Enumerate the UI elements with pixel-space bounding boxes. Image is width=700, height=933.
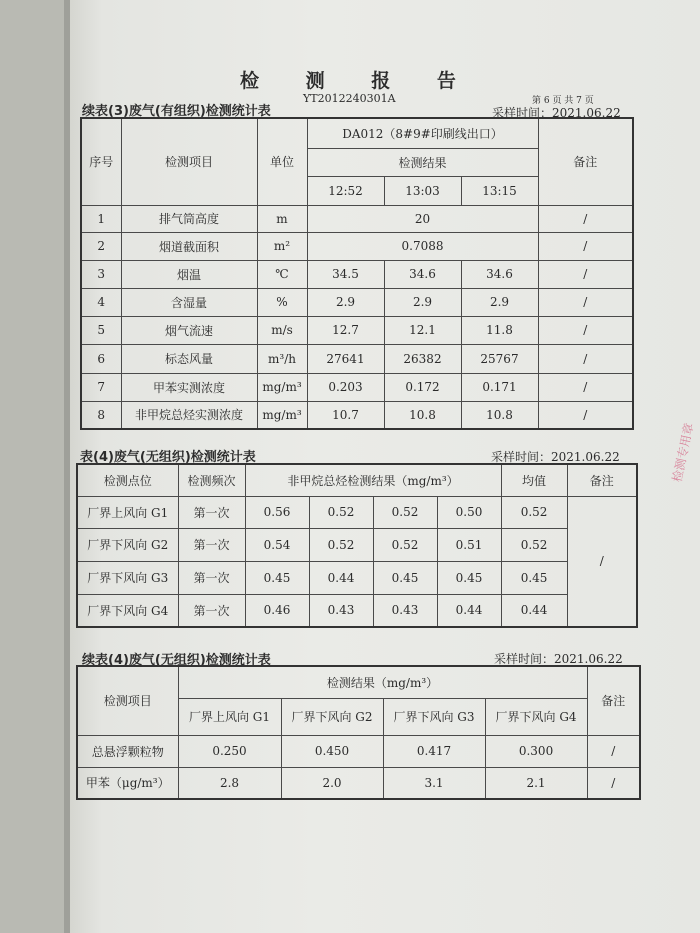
report-number: YT2012240301A <box>303 92 396 105</box>
col-header-freq: 检测频次 <box>178 464 245 496</box>
row-value: 0.52 <box>309 528 373 561</box>
unorganized-particulate-table <box>76 665 641 800</box>
row-value: 27641 <box>307 344 384 373</box>
row-freq: 第一次 <box>178 594 245 627</box>
col-header-point: 检测点位 <box>77 464 178 496</box>
time-header: 13:03 <box>384 176 461 205</box>
report-title: 检 测 报 告 <box>240 70 476 92</box>
row-unit: % <box>257 288 307 316</box>
row-no: 3 <box>81 260 121 288</box>
col-header-item: 检测项目 <box>121 118 257 205</box>
row-value: 34.6 <box>384 260 461 288</box>
row-value: 10.8 <box>384 401 461 429</box>
col-header-remark: 备注 <box>567 464 637 496</box>
col-header-item: 检测项目 <box>77 666 178 735</box>
row-unit: mg/m³ <box>257 401 307 429</box>
row-value: 0.52 <box>373 496 437 528</box>
point-header: 厂界下风向 G2 <box>281 698 383 735</box>
row-value: 12.1 <box>384 316 461 344</box>
row-no: 2 <box>81 232 121 260</box>
col-header-no: 序号 <box>81 118 121 205</box>
table-row <box>77 594 637 627</box>
row-value: 0.54 <box>245 528 309 561</box>
row-no: 7 <box>81 373 121 401</box>
row-unit: m/s <box>257 316 307 344</box>
row-remark: / <box>538 373 633 401</box>
row-no: 8 <box>81 401 121 429</box>
row-value: 0.52 <box>309 496 373 528</box>
table1-title: 续表(3)废气(有组织)检测统计表 <box>82 104 271 119</box>
row-point: 厂界下风向 G3 <box>77 561 178 594</box>
table-row <box>81 316 633 344</box>
row-value: 0.51 <box>437 528 501 561</box>
table2-title: 表(4)废气(无组织)检测统计表 <box>80 450 256 465</box>
table-row <box>81 344 633 373</box>
col-header-source: DA012（8#9#印刷线出口） <box>307 118 538 148</box>
row-value: 0.46 <box>245 594 309 627</box>
row-value: 34.6 <box>461 260 538 288</box>
row-avg: 0.45 <box>501 561 567 594</box>
row-value: 10.7 <box>307 401 384 429</box>
row-value: 0.417 <box>383 735 485 767</box>
col-header-result: 非甲烷总烃检测结果（mg/m³） <box>245 464 501 496</box>
row-value: 0.45 <box>373 561 437 594</box>
row-remark: / <box>538 205 633 232</box>
row-remark: / <box>587 767 640 799</box>
col-header-remark: 备注 <box>587 666 640 735</box>
row-remark: / <box>567 496 637 627</box>
table-row <box>77 528 637 561</box>
row-value: 2.9 <box>384 288 461 316</box>
row-value: 26382 <box>384 344 461 373</box>
page-number: 第 6 页 共 7 页 <box>532 96 594 106</box>
row-item: 甲苯实测浓度 <box>121 373 257 401</box>
row-remark: / <box>538 344 633 373</box>
stamp-text: 检测专用章 <box>669 421 697 484</box>
row-value: 0.7088 <box>307 232 538 260</box>
row-freq: 第一次 <box>178 496 245 528</box>
table2-sample-time: 采样时间：2021.06.22 <box>491 450 620 464</box>
col-header-result: 检测结果 <box>307 148 538 176</box>
row-value: 0.44 <box>437 594 501 627</box>
row-remark: / <box>538 260 633 288</box>
row-remark: / <box>538 401 633 429</box>
row-item: 烟温 <box>121 260 257 288</box>
row-value: 0.44 <box>309 561 373 594</box>
table-row <box>81 205 633 232</box>
row-value: 0.171 <box>461 373 538 401</box>
col-header-remark: 备注 <box>538 118 633 205</box>
time-header: 12:52 <box>307 176 384 205</box>
table3-title: 续表(4)废气(无组织)检测统计表 <box>82 653 271 668</box>
row-no: 5 <box>81 316 121 344</box>
table-row <box>77 561 637 594</box>
row-item: 总悬浮颗粒物 <box>77 735 178 767</box>
row-item: 排气筒高度 <box>121 205 257 232</box>
row-value: 0.45 <box>437 561 501 594</box>
row-item: 标态风量 <box>121 344 257 373</box>
col-header-unit: 单位 <box>257 118 307 205</box>
row-remark: / <box>587 735 640 767</box>
col-header-result: 检测结果（mg/m³） <box>178 666 587 698</box>
time-header: 13:15 <box>461 176 538 205</box>
row-avg: 0.52 <box>501 496 567 528</box>
row-value: 10.8 <box>461 401 538 429</box>
point-header: 厂界下风向 G3 <box>383 698 485 735</box>
row-value: 2.9 <box>307 288 384 316</box>
row-item: 甲苯（μg/m³） <box>77 767 178 799</box>
row-no: 1 <box>81 205 121 232</box>
row-freq: 第一次 <box>178 528 245 561</box>
row-no: 6 <box>81 344 121 373</box>
row-point: 厂界下风向 G2 <box>77 528 178 561</box>
point-header: 厂界下风向 G4 <box>485 698 587 735</box>
row-value: 12.7 <box>307 316 384 344</box>
table-row <box>77 767 640 799</box>
row-unit: ℃ <box>257 260 307 288</box>
row-value: 3.1 <box>383 767 485 799</box>
row-value: 0.300 <box>485 735 587 767</box>
row-value: 0.203 <box>307 373 384 401</box>
row-value: 20 <box>307 205 538 232</box>
row-freq: 第一次 <box>178 561 245 594</box>
table-row <box>77 735 640 767</box>
row-value: 0.450 <box>281 735 383 767</box>
row-value: 0.45 <box>245 561 309 594</box>
row-item: 烟道截面积 <box>121 232 257 260</box>
row-unit: mg/m³ <box>257 373 307 401</box>
organized-emission-table <box>80 117 634 430</box>
row-value: 0.43 <box>309 594 373 627</box>
row-value: 2.0 <box>281 767 383 799</box>
row-avg: 0.44 <box>501 594 567 627</box>
table-row <box>81 401 633 429</box>
row-value: 11.8 <box>461 316 538 344</box>
row-value: 2.1 <box>485 767 587 799</box>
unorganized-nmhc-table <box>76 463 638 628</box>
row-remark: / <box>538 288 633 316</box>
row-value: 25767 <box>461 344 538 373</box>
row-no: 4 <box>81 288 121 316</box>
row-value: 0.250 <box>178 735 281 767</box>
row-value: 2.9 <box>461 288 538 316</box>
row-item: 非甲烷总烃实测浓度 <box>121 401 257 429</box>
row-value: 0.52 <box>373 528 437 561</box>
table-row <box>81 260 633 288</box>
table1-sample-time: 采样时间：2021.06.22 <box>492 106 621 120</box>
row-remark: / <box>538 232 633 260</box>
table-row <box>81 288 633 316</box>
row-value: 0.50 <box>437 496 501 528</box>
row-value: 34.5 <box>307 260 384 288</box>
row-value: 0.56 <box>245 496 309 528</box>
row-unit: m³/h <box>257 344 307 373</box>
table-row <box>81 232 633 260</box>
row-point: 厂界下风向 G4 <box>77 594 178 627</box>
col-header-avg: 均值 <box>501 464 567 496</box>
table3-sample-time: 采样时间：2021.06.22 <box>494 652 623 666</box>
point-header: 厂界上风向 G1 <box>178 698 281 735</box>
page-binding-edge <box>64 0 70 933</box>
row-point: 厂界上风向 G1 <box>77 496 178 528</box>
row-value: 0.172 <box>384 373 461 401</box>
table-row <box>77 496 637 528</box>
row-item: 含湿量 <box>121 288 257 316</box>
row-unit: m² <box>257 232 307 260</box>
table-row <box>81 373 633 401</box>
row-item: 烟气流速 <box>121 316 257 344</box>
row-value: 2.8 <box>178 767 281 799</box>
row-avg: 0.52 <box>501 528 567 561</box>
row-value: 0.43 <box>373 594 437 627</box>
row-remark: / <box>538 316 633 344</box>
row-unit: m <box>257 205 307 232</box>
